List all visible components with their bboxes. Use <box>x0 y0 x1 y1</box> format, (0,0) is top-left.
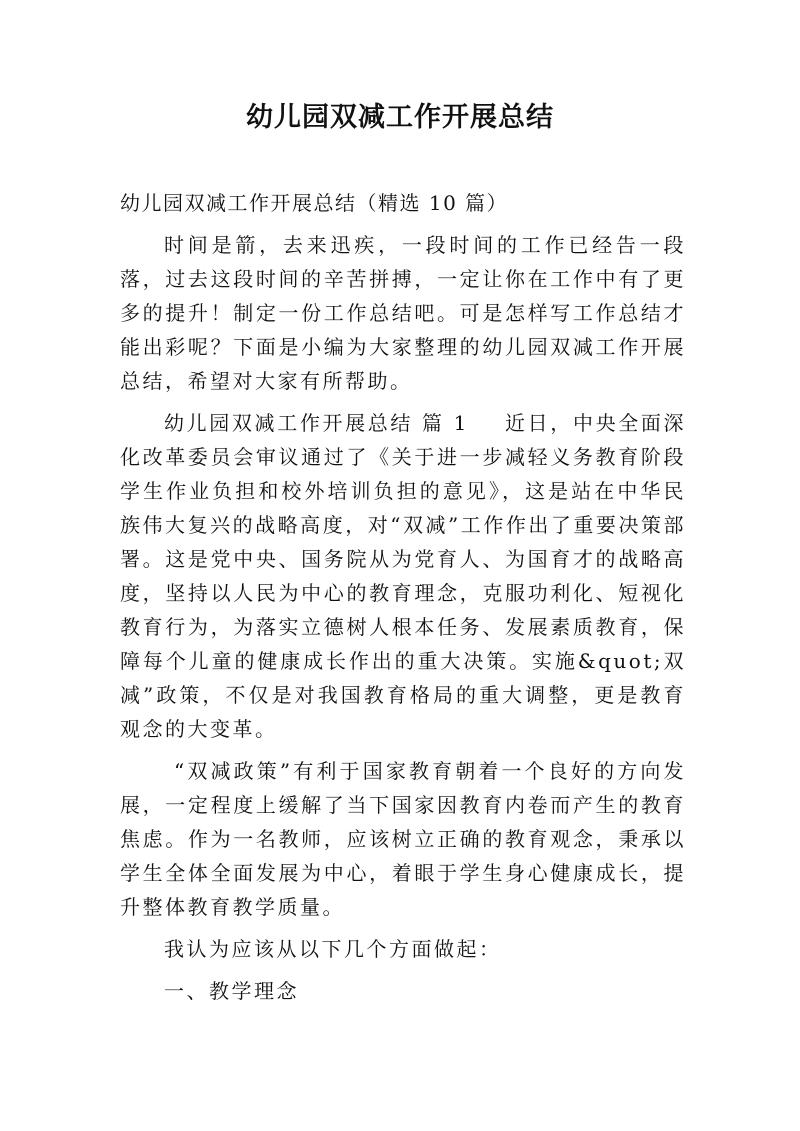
article-1-paragraph-2: “双减政策”有利于国家教育朝着一个良好的方向发展，一定程度上缓解了当下国家因教育内卷而产生的教育焦虑。作为一名教师，应该树立正确的教育观念，秉承以学生全体全面发展为中心，着眼于学生身心健康成长，提升整体教育教学质量。 <box>120 759 686 919</box>
article-1-text: 近日，中央全面深化改革委员会审议通过了《关于进一步减轻义务教育阶段学生作业负担和校外培训负担的意见》，这是站在中华民族伟大复兴的战略高度，对“双减”工作作出了重要决策部署。这是党中央、国务院从为党育人、为国育才的战略高度，坚持以人民为中心的教育理念，克服功利化、短视化教育行为，为落实立德树人根本任务、发展素质教育，保障每个儿童的健康成长作出的重大决策。实施&quot;双减”政策，不仅是对我国教育格局的重大调整，更是教育观念的大变革。 <box>120 411 686 741</box>
article-1-paragraph-3: 我认为应该从以下几个方面做起： <box>164 937 502 961</box>
document-subtitle: 幼儿园双减工作开展总结（精选 10 篇） <box>120 191 509 215</box>
intro-paragraph: 时间是箭，去来迅疾，一段时间的工作已经告一段落，过去这段时间的辛苦拼搏，一定让你在工作中有了更多的提升！制定一份工作总结吧。可是怎样写工作总结才能出彩呢？下面是小编为大家整理的幼儿园双减工作开展总结，希望对大家有所帮助。 <box>120 233 686 393</box>
section-1-heading: 一、教学理念 <box>164 979 299 1003</box>
article-1-heading: 幼儿园双减工作开展总结 篇 1 <box>164 411 469 435</box>
document-body <box>120 186 686 1016</box>
document-title: 幼儿园双减工作开展总结 <box>246 102 554 133</box>
article-1-paragraph-1 <box>120 406 686 746</box>
